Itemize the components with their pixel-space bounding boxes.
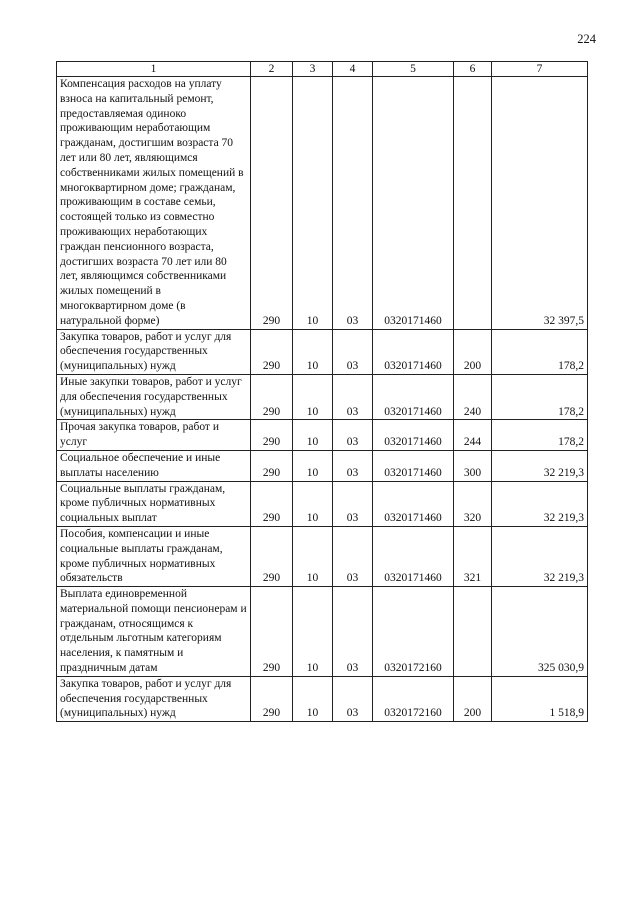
- column-header: 5: [373, 62, 454, 77]
- cell-subsection: 03: [333, 374, 373, 419]
- column-header: 6: [454, 62, 492, 77]
- cell-subsection: 03: [333, 420, 373, 451]
- column-header: 1: [57, 62, 251, 77]
- cell-subsection: 03: [333, 77, 373, 330]
- cell-section: 10: [293, 329, 333, 374]
- cell-target-item: 0320171460: [373, 420, 454, 451]
- cell-expense-type: 321: [454, 526, 492, 586]
- cell-expense-type: 200: [454, 676, 492, 721]
- table-row: [57, 420, 588, 451]
- cell-target-item: 0320172160: [373, 587, 454, 677]
- cell-subsection: 03: [333, 481, 373, 526]
- cell-target-item: 0320171460: [373, 481, 454, 526]
- cell-expense-type: 244: [454, 420, 492, 451]
- cell-expense-type: 240: [454, 374, 492, 419]
- cell-admin-code: 290: [251, 450, 293, 481]
- row-name: Закупка товаров, работ и услуг для обеспечения государственных (муниципальных) нужд: [57, 329, 251, 374]
- cell-section: 10: [293, 374, 333, 419]
- cell-expense-type: [454, 77, 492, 330]
- cell-admin-code: 290: [251, 329, 293, 374]
- row-name: Иные закупки товаров, работ и услуг для обеспечения государственных (муниципальных) нужд: [57, 374, 251, 419]
- cell-amount: 32 219,3: [492, 526, 588, 586]
- cell-target-item: 0320171460: [373, 374, 454, 419]
- cell-admin-code: 290: [251, 481, 293, 526]
- table-row: [57, 77, 588, 330]
- cell-section: 10: [293, 676, 333, 721]
- cell-expense-type: [454, 587, 492, 677]
- table-row: [57, 526, 588, 586]
- cell-amount: 32 219,3: [492, 450, 588, 481]
- page-number: 224: [577, 32, 596, 46]
- row-name: Закупка товаров, работ и услуг для обеспечения государственных (муниципальных) нужд: [57, 676, 251, 721]
- table-row: [57, 587, 588, 677]
- column-header: 3: [293, 62, 333, 77]
- cell-admin-code: 290: [251, 526, 293, 586]
- cell-subsection: 03: [333, 676, 373, 721]
- cell-section: 10: [293, 420, 333, 451]
- row-name: Прочая закупка товаров, работ и услуг: [57, 420, 251, 451]
- cell-section: 10: [293, 587, 333, 677]
- cell-amount: 178,2: [492, 374, 588, 419]
- cell-target-item: 0320171460: [373, 526, 454, 586]
- cell-section: 10: [293, 526, 333, 586]
- cell-target-item: 0320171460: [373, 77, 454, 330]
- cell-admin-code: 290: [251, 420, 293, 451]
- cell-target-item: 0320171460: [373, 329, 454, 374]
- cell-target-item: 0320172160: [373, 676, 454, 721]
- cell-admin-code: 290: [251, 676, 293, 721]
- row-name: Пособия, компенсации и иные социальные выплаты гражданам, кроме публичных нормативных обязательств: [57, 526, 251, 586]
- table-row: [57, 481, 588, 526]
- table-row: [57, 329, 588, 374]
- column-header: 7: [492, 62, 588, 77]
- row-name: Выплата единовременной материальной помощи пенсионерам и гражданам, относящимся к отдельным льготным категориям населения, к памятным и праздничным датам: [57, 587, 251, 677]
- row-name: Социальное обеспечение и иные выплаты населению: [57, 450, 251, 481]
- cell-subsection: 03: [333, 450, 373, 481]
- cell-amount: 178,2: [492, 329, 588, 374]
- cell-subsection: 03: [333, 329, 373, 374]
- cell-expense-type: 300: [454, 450, 492, 481]
- column-header-row: [57, 62, 588, 77]
- cell-section: 10: [293, 77, 333, 330]
- cell-amount: 325 030,9: [492, 587, 588, 677]
- table-row: [57, 676, 588, 721]
- cell-section: 10: [293, 481, 333, 526]
- row-name: Компенсация расходов на уплату взноса на капитальный ремонт, предоставляемая одиноко проживающим неработающим гражданам, достигшим возраста 70 лет или 80 лет, являющимся собственниками жилых помещений в многоквартирном доме; гражданам, проживающим в составе семьи, состоящей только из совместно проживающих неработающих граждан пенсионного возраста, достигших возраста 70 лет или 80 лет, являющимся собственниками жилых помещений в многоквартирном доме (в натуральной форме): [57, 77, 251, 330]
- cell-expense-type: 200: [454, 329, 492, 374]
- cell-admin-code: 290: [251, 77, 293, 330]
- cell-amount: 32 219,3: [492, 481, 588, 526]
- cell-section: 10: [293, 450, 333, 481]
- row-name: Социальные выплаты гражданам, кроме публичных нормативных социальных выплат: [57, 481, 251, 526]
- table-row: [57, 450, 588, 481]
- cell-admin-code: 290: [251, 587, 293, 677]
- cell-amount: 32 397,5: [492, 77, 588, 330]
- budget-table: [56, 61, 588, 722]
- column-header: 2: [251, 62, 293, 77]
- cell-amount: 178,2: [492, 420, 588, 451]
- column-header: 4: [333, 62, 373, 77]
- cell-subsection: 03: [333, 526, 373, 586]
- cell-admin-code: 290: [251, 374, 293, 419]
- table-row: [57, 374, 588, 419]
- cell-expense-type: 320: [454, 481, 492, 526]
- cell-amount: 1 518,9: [492, 676, 588, 721]
- cell-subsection: 03: [333, 587, 373, 677]
- cell-target-item: 0320171460: [373, 450, 454, 481]
